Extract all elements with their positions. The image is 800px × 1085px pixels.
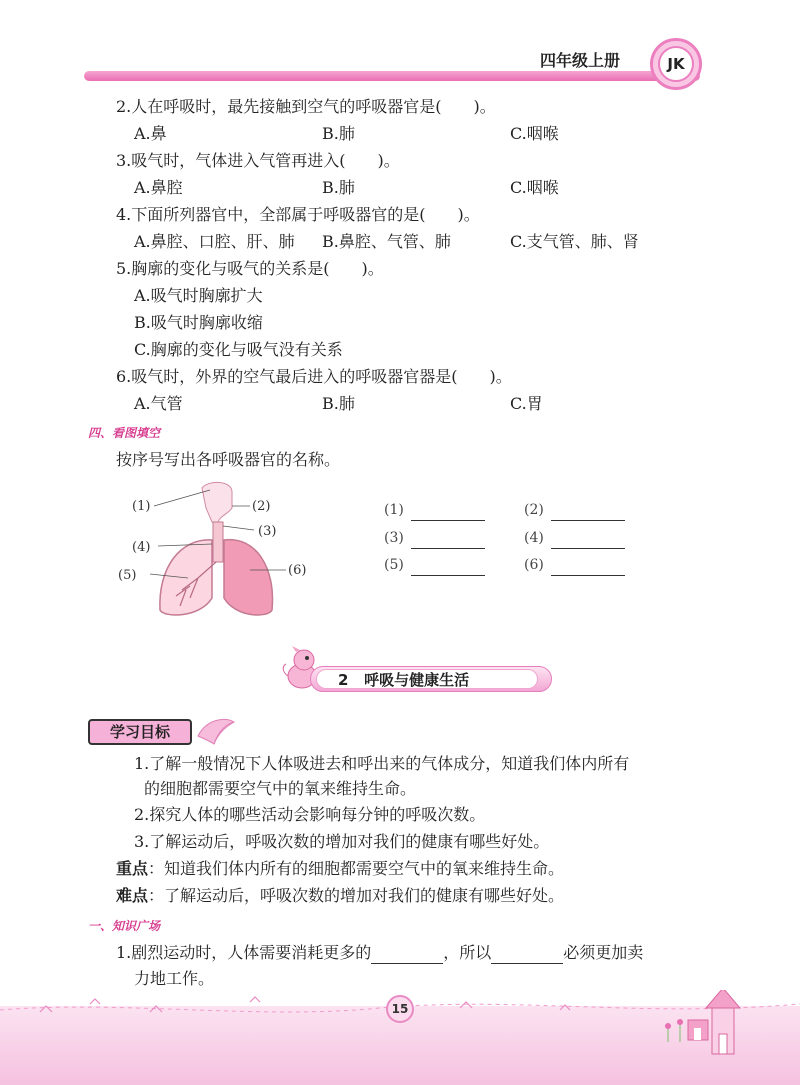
trachea-shape (213, 522, 223, 562)
question-2-stem: 2.人在呼吸时，最先接触到空气的呼吸器官是( )。 (116, 97, 496, 116)
fill-blank-5[interactable] (411, 574, 485, 576)
hard-point (116, 885, 564, 907)
hard-point-text: ：了解运动后，呼吸次数的增加对我们的健康有哪些好处。 (148, 886, 565, 905)
chapter-title-text: 呼吸与健康生活 (364, 671, 470, 689)
question-5-option-c: C.胸廓的变化与吸气没有关系 (134, 340, 343, 359)
chapter-title (338, 669, 469, 690)
key-point-text: ：知道我们体内所有的细胞都需要空气中的氧来维持生命。 (148, 859, 565, 878)
question-2-option-c: C.咽喉 (510, 124, 559, 143)
fill-blank-2[interactable] (551, 519, 625, 521)
fill-label-5: (5) (384, 557, 404, 573)
head-shape (202, 482, 232, 522)
question-5-option-b: B.吸气时胸廓收缩 (134, 313, 263, 332)
question-6-option-c: C.胃 (510, 394, 543, 413)
fill-label-2: (2) (524, 502, 544, 518)
diagram-label-3: (3) (258, 524, 277, 539)
goal-item-2: 2.探究人体的哪些活动会影响每分钟的呼吸次数。 (134, 805, 486, 824)
fill-label-3: (3) (384, 530, 404, 546)
header-bar (84, 71, 700, 81)
page-number: 15 (386, 995, 414, 1023)
question-3-option-a: A.鼻腔 (134, 178, 183, 197)
question-6-option-a: A.气管 (134, 394, 183, 413)
question-5-option-a: A.吸气时胸廓扩大 (134, 286, 263, 305)
question-2-option-b: B.肺 (322, 124, 355, 143)
fill-blank-3[interactable] (411, 547, 485, 549)
fill-label-6: (6) (524, 557, 544, 573)
diagram-label-5: (5) (118, 568, 137, 583)
question-5-stem: 5.胸廓的变化与吸气的关系是( )。 (116, 259, 384, 278)
q1-part-b: ，所以 (443, 943, 492, 962)
question-2-option-a: A.鼻 (134, 124, 167, 143)
fill-blank-6[interactable] (551, 574, 625, 576)
question-4-stem: 4.下面所列器官中，全部属于呼吸器官的是( )。 (116, 205, 480, 224)
section-4-title: 四、看图填空 (88, 426, 161, 440)
question-3-stem: 3.吸气时，气体进入气管再进入( )。 (116, 151, 400, 170)
section-1-title: 一、知识广场 (88, 919, 161, 933)
diagram-label-2: (2) (252, 499, 271, 514)
fill-label-1: (1) (384, 502, 404, 518)
q1-blank-1[interactable] (371, 963, 443, 964)
goal-item-1: 1.了解一般情况下人体吸进去和呼出来的气体成分，知道我们体内所有 (134, 754, 630, 773)
hard-point-label: 难点 (116, 886, 149, 905)
question-4-option-b: B.鼻腔、气管、肺 (322, 232, 451, 251)
chapter-number: 2 (338, 671, 349, 689)
fill-blank-1[interactable] (411, 519, 485, 521)
question-3-option-b: B.肺 (322, 178, 355, 197)
question-3-option-c: C.咽喉 (510, 178, 559, 197)
section-1-q1-cont: 力地工作。 (134, 969, 215, 988)
question-6-option-b: B.肺 (322, 394, 355, 413)
diagram-label-1: (1) (132, 499, 151, 514)
key-point (116, 858, 564, 880)
grade-label: 四年级上册 (540, 51, 621, 70)
right-lung-shape (224, 540, 273, 615)
learning-goals-tag: 学习目标 (88, 719, 192, 745)
question-4-option-c: C.支气管、肺、肾 (510, 232, 639, 251)
q1-part-c: 必须更加卖 (563, 943, 644, 962)
question-4-option-a: A.鼻腔、口腔、肝、肺 (134, 232, 295, 251)
section-4-instruction: 按序号写出各呼吸器官的名称。 (116, 450, 341, 469)
fill-label-4: (4) (524, 530, 544, 546)
goal-item-3: 3.了解运动后，呼吸次数的增加对我们的健康有哪些好处。 (134, 832, 550, 851)
question-6-stem: 6.吸气时，外界的空气最后进入的呼吸器官器是( )。 (116, 367, 512, 386)
goal-item-1-cont: 的细胞都需要空气中的氧来维持生命。 (144, 779, 417, 798)
key-point-label: 重点 (116, 859, 149, 878)
ribbon-icon (194, 712, 238, 748)
diagram-label-6: (6) (288, 563, 307, 578)
fill-blank-4[interactable] (551, 547, 625, 549)
diagram-label-4: (4) (132, 540, 151, 555)
section-1-q1 (116, 942, 643, 964)
q1-blank-2[interactable] (491, 963, 563, 964)
q1-part-a: 1.剧烈运动时，人体需要消耗更多的 (116, 943, 372, 962)
badge-jk: JK (658, 46, 694, 82)
